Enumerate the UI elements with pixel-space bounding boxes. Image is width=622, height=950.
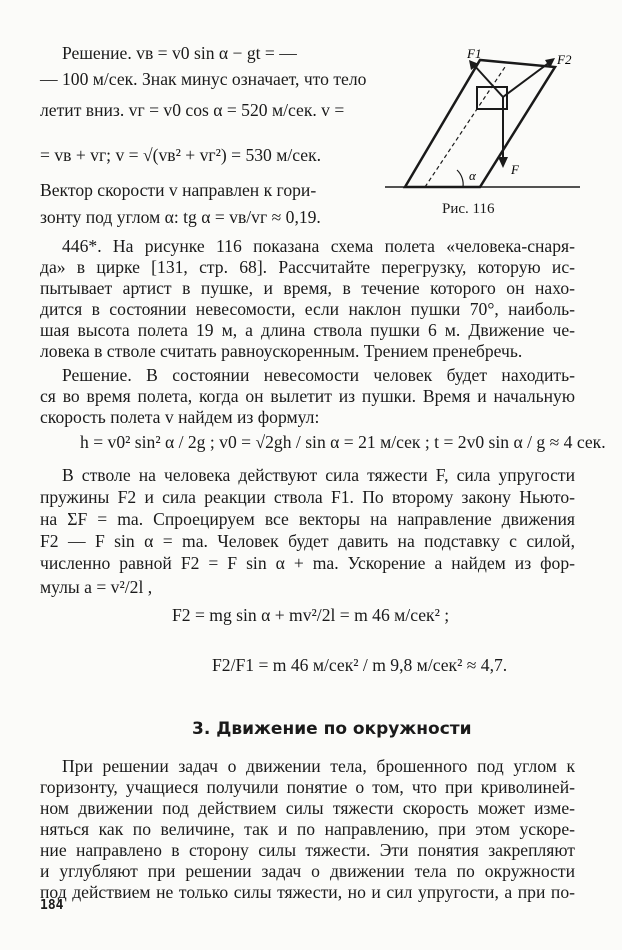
para2-line: мулы a = v²/2l ,: [40, 577, 153, 597]
problem-line: да» в цирке [131, стр. 68]. Рассчитайте перегрузку, которую ис-: [40, 257, 575, 277]
top-line-3: летит вниз. vг = v0 cos α = 520 м/сек. v =: [40, 100, 345, 120]
formula-2: F2 = mg sin α + mv²/2l = m 46 м/сек² ;: [172, 605, 450, 625]
para2-line: В стволе на человека действуют сила тяжести F, сила упругости: [62, 465, 575, 485]
para2-line: F2 — F sin α = ma. Человек будет давить на подставку с силой,: [40, 531, 575, 551]
problem-line: ловека в стволе считать равноускоренным. Трением пренебречь.: [40, 341, 523, 361]
para2-line: на ΣF = ma. Спроецируем все векторы на направление движения: [40, 509, 575, 529]
page-number: 184: [40, 898, 64, 913]
section-line: При решении задач о движении тела, брошенного под углом к: [62, 756, 575, 776]
section-line: ние направлено в сторону силы тяжести. Эти понятия закрепляют: [40, 840, 575, 860]
problem-line: шая высота полета 19 м, а длина ствола пушки 6 м. Движение че-: [40, 320, 575, 340]
para2-line: пружины F2 и сила реакции ствола F1. По второму закону Ньюто-: [40, 487, 575, 507]
section-line: горизонту, учащиеся получили понятие о том, что при криволиней-: [40, 777, 575, 797]
para2-line: численно равной F2 = F sin α + ma. Ускорение a найдем из фор-: [40, 553, 575, 573]
problem-line: 446*. На рисунке 116 показана схема полета «человека-снаря-: [62, 236, 575, 256]
solution-line: ся во время полета, когда он вылетит из пушки. Время и начальную: [40, 386, 575, 406]
label-f1: F1: [467, 46, 482, 61]
formula-3: F2/F1 = m 46 м/сек² / m 9,8 м/сек² ≈ 4,7.: [212, 655, 508, 675]
label-alpha: α: [469, 168, 476, 183]
section-line: и углубляют при решении задач о движении тела по окружности: [40, 861, 575, 881]
problem-line: дится в состоянии невесомости, если наклон пушки 70°, наиболь-: [40, 299, 575, 319]
solution-line: Решение. В состоянии невесомости человек будет находить-: [62, 365, 575, 385]
label-f: F: [511, 162, 519, 177]
section-line: ном движении под действием силы тяжести скорость может изме-: [40, 798, 575, 818]
problem-line: пытывает артист в пушке, и время, в течение которого он нахо-: [40, 278, 575, 298]
solution-line: скорость полета v найдем из формул:: [40, 407, 320, 427]
top-line-1: Решение. vв = v0 sin α − gt = —: [62, 43, 297, 63]
figure-116: [385, 42, 585, 222]
section-line: няться как по величине, так и по направлению, при этом ускоре-: [40, 819, 575, 839]
top-line-4: = vв + vг; v = √(vв² + vг²) = 530 м/сек.: [40, 145, 322, 165]
top-line-2: — 100 м/сек. Знак минус означает, что тело: [40, 69, 367, 89]
formula-1: h = v0² sin² α / 2g ; v0 = √2gh / sin α = 21 м/сек ; t = 2v0 sin α / g ≈ 4 сек.: [80, 432, 606, 452]
figure-caption: Рис. 116: [442, 201, 495, 217]
section-line: под действием не только силы тяжести, но и сил упругости, а при по-: [40, 882, 575, 902]
label-f2: F2: [557, 52, 572, 67]
top-line-5: Вектор скорости v направлен к гори-: [40, 180, 317, 200]
section-heading: 3. Движение по окружности: [192, 719, 472, 739]
top-line-6: зонту под углом α: tg α = vв/vг ≈ 0,19.: [40, 207, 321, 227]
